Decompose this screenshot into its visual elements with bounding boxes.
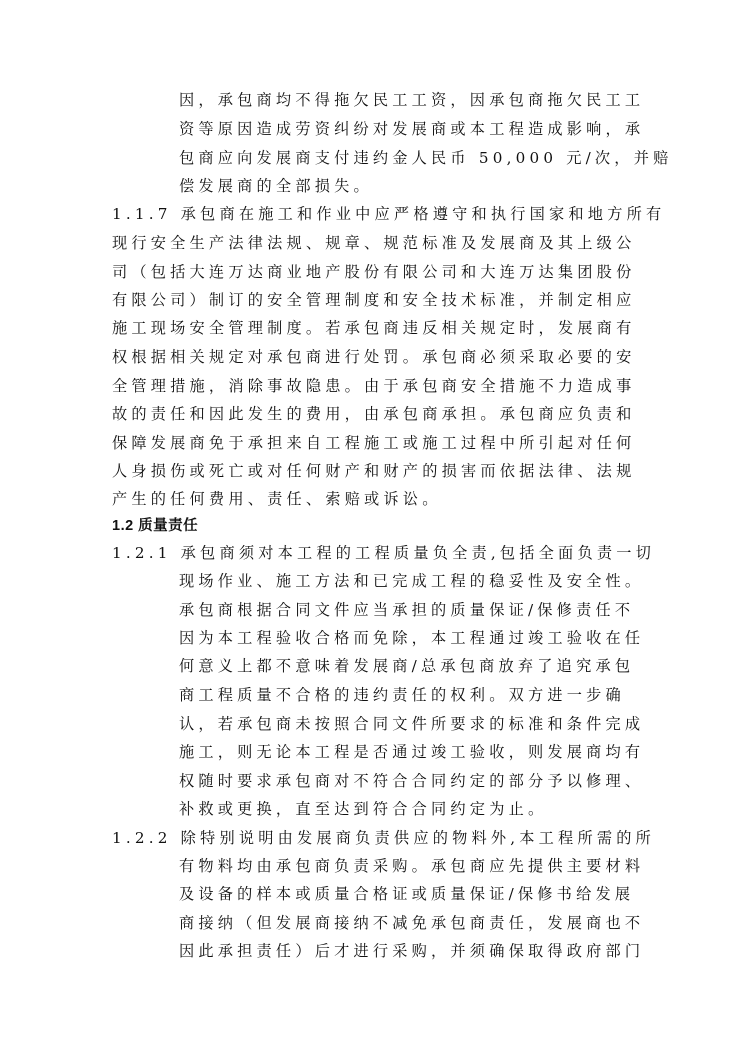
- text-line: 司（包括大连万达商业地产股份有限公司和大连万达集团股份: [112, 263, 636, 281]
- text-line: 商接纳（但发展商接纳不减免承包商责任，发展商也不: [179, 914, 645, 932]
- text-line: 承包商根据合同文件应当承担的质量保证/保修责任不: [179, 601, 635, 619]
- text-line: 施工现场安全管理制度。若承包商违反相关规定时，发展商有: [112, 319, 636, 337]
- text-line: 因为本工程验收合格而免除，本工程通过竣工验收在任: [179, 629, 645, 647]
- text-line: 包商应向发展商支付违约金人民币 50,000 元/次，并赔: [179, 149, 673, 167]
- text-line: 全管理措施，消除事故隐患。由于承包商安全措施不力造成事: [112, 377, 636, 395]
- text-line: 保障发展商免于承担来自工程施工或施工过程中所引起对任何: [112, 434, 636, 452]
- text-line: 人身损伤或死亡或对任何财产和财产的损害而依据法律、法规: [112, 462, 636, 480]
- clause-1-2-1-first-line: 1.2.1 承包商须对本工程的工程质量负全责,包括全面负责一切: [112, 544, 655, 562]
- text-line: 故的责任和因此发生的费用，由承包商承担。承包商应负责和: [112, 405, 636, 423]
- clause-1-1-7-first-line: 1.1.7 承包商在施工和作业中应严格遵守和执行国家和地方所有: [112, 205, 666, 223]
- text-line: 现场作业、施工方法和已完成工程的稳妥性及安全性。: [179, 572, 645, 590]
- text-line: 商工程质量不合格的违约责任的权利。双方进一步确: [179, 686, 625, 704]
- text-line: 产生的任何费用、责任、索赔或诉讼。: [112, 490, 442, 508]
- text-line: 权根据相关规定对承包商进行处罚。承包商必须采取必要的安: [112, 348, 636, 366]
- text-line: 补救或更换，直至达到符合合同约定为止。: [179, 800, 548, 818]
- text-line: 认，若承包商未按照合同文件所要求的标准和条件完成: [179, 715, 645, 733]
- section-heading: 1.2 质量责任: [112, 518, 199, 534]
- text-line: 有物料均由承包商负责采购。承包商应先提供主要材料: [179, 857, 645, 875]
- clause-1-2-2-first-line: 1.2.2 除特别说明由发展商负责供应的物料外,本工程所需的所: [112, 829, 655, 847]
- text-line: 资等原因造成劳资纠纷对发展商或本工程造成影响，承: [179, 120, 645, 138]
- text-line: 偿发展商的全部损失。: [179, 177, 373, 195]
- text-line: 因，承包商均不得拖欠民工工资，因承包商拖欠民工工: [179, 91, 645, 109]
- text-line: 施工，则无论本工程是否通过竣工验收，则发展商均有: [179, 743, 645, 761]
- text-line: 现行安全生产法律法规、规章、规范标准及发展商及其上级公: [112, 234, 636, 252]
- text-line: 因此承担责任）后才进行采购，并须确保取得政府部门: [179, 942, 645, 960]
- text-line: 有限公司）制订的安全管理制度和安全技术标准，并制定相应: [112, 291, 636, 309]
- text-line: 及设备的样本或质量合格证或质量保证/保修书给发展: [179, 885, 635, 903]
- text-line: 权随时要求承包商对不符合合同约定的部分予以修理、: [179, 772, 645, 790]
- text-line: 何意义上都不意味着发展商/总承包商放弃了追究承包: [179, 657, 635, 675]
